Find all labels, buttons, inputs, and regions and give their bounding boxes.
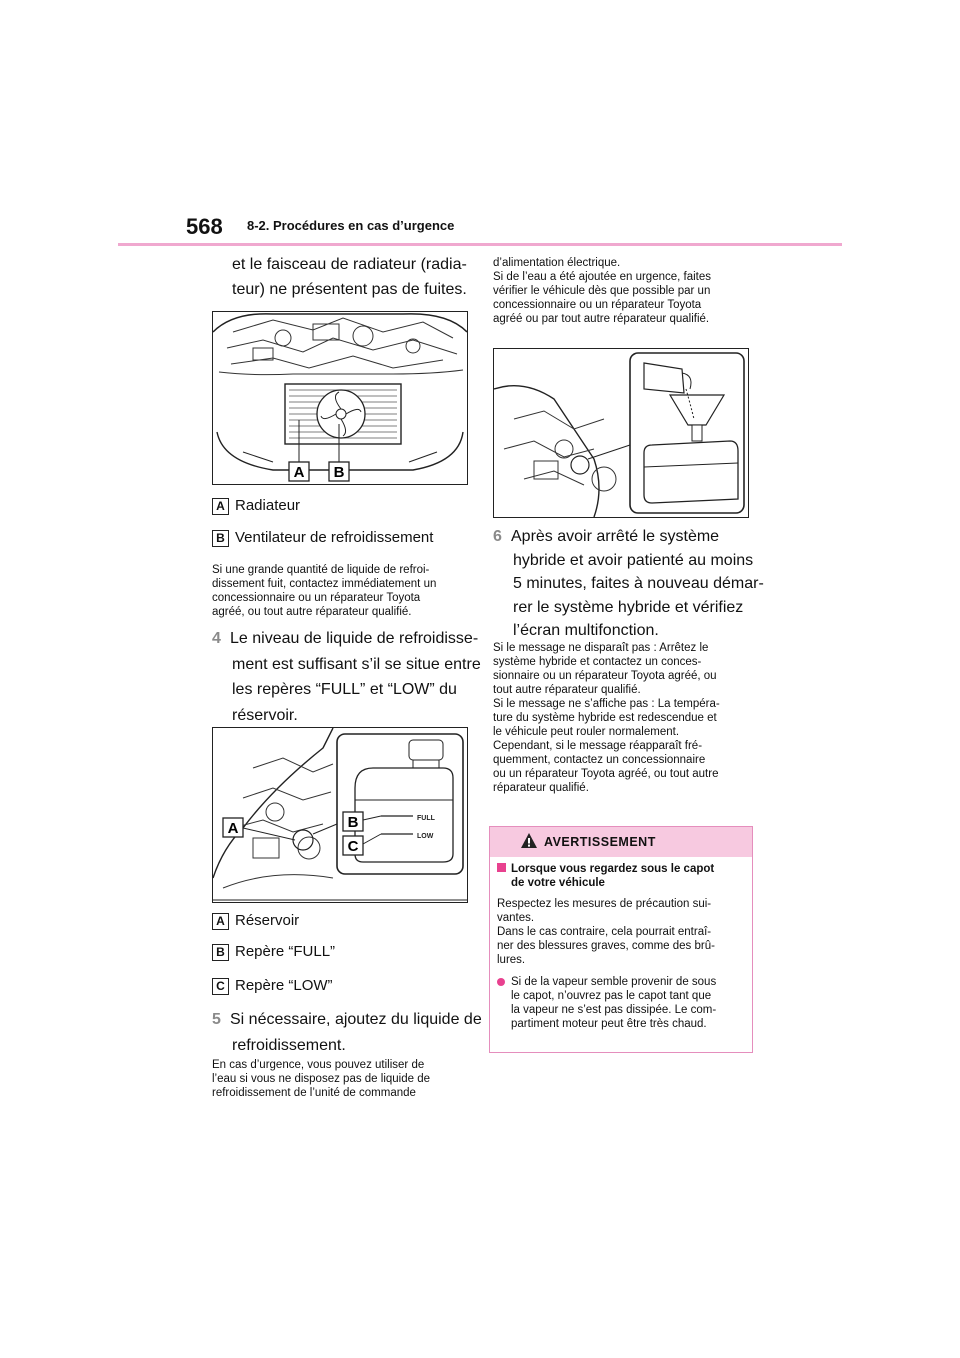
note-line: agréé, ou tout autre réparateur qualifié. (212, 606, 412, 618)
note-line: sionnaire ou un réparateur Toyota agréé, ou (493, 670, 717, 682)
intro-text (232, 254, 467, 300)
warning-body-line: Respectez les mesures de précaution sui- (497, 898, 712, 910)
legend-key: B (212, 530, 229, 547)
callout-b: B (333, 464, 345, 481)
step-line: réservoir. (232, 706, 298, 724)
callout-c: C (347, 838, 359, 855)
warning-bullet-line: la vapeur ne s’est pas dissipée. Le com- (511, 1004, 717, 1016)
legend-label: Repère “LOW” (235, 977, 333, 995)
note-line: quemment, contactez un concessionnaire (493, 754, 706, 766)
step-number: 5 (212, 1011, 221, 1028)
note-line: Si le message ne s’affiche pas : La tempéra- (493, 698, 720, 710)
warning-heading (497, 862, 714, 890)
warning-heading-line: de votre véhicule (511, 877, 605, 889)
note-line: Si le message ne disparaît pas : Arrêtez le (493, 642, 709, 654)
step-5 (212, 1009, 482, 1056)
mark-full: FULL (417, 815, 435, 822)
intro-line: et le faisceau de radiateur (radia- (232, 256, 467, 273)
legend-key: B (212, 944, 229, 961)
step-6 (493, 526, 764, 642)
warning-bullet-line: partiment moteur peut être très chaud. (511, 1018, 707, 1030)
note-line: dissement fuit, contactez immédiatement un (212, 578, 437, 590)
warning-header (490, 827, 752, 857)
warning-body-line: lures. (497, 954, 526, 966)
warning-box (489, 826, 753, 1053)
radiator-illustration (212, 311, 468, 485)
step-line: l’écran multifonction. (513, 622, 659, 639)
warning-body-line: Dans le cas contraire, cela pourrait entraî- (497, 926, 712, 938)
note-line: agréé ou par tout autre réparateur qualifié. (493, 313, 710, 325)
legend-item-low (212, 977, 333, 995)
legend-label: Radiateur (235, 497, 301, 515)
note-line: concessionnaire ou un réparateur Toyota (493, 299, 702, 311)
legend-label: Ventilateur de refroidissement (235, 529, 434, 547)
legend-item-fan (212, 529, 433, 547)
warning-triangle-icon (520, 832, 538, 850)
pink-square-icon (497, 863, 506, 872)
step-line: hybride et avoir patienté au moins (513, 551, 754, 569)
note-line: Cependant, si le message réapparaît fré- (493, 740, 703, 752)
note-line: ou un réparateur Toyota agréé, ou tout autre (493, 768, 719, 780)
mark-low: LOW (417, 833, 434, 840)
note-line: l’eau si vous ne disposez pas de liquide de (212, 1073, 431, 1085)
note-line: d’alimentation électrique. (493, 257, 621, 269)
warning-bullet-line: le capot, n’ouvrez pas le capot tant que (511, 990, 712, 1002)
callout-b: B (347, 814, 359, 831)
note-line: Si de l’eau a été ajoutée en urgence, faites (493, 271, 712, 283)
warning-title: AVERTISSEMENT (544, 835, 656, 849)
callout-a: A (227, 820, 239, 837)
legend-key: A (212, 498, 229, 515)
step-line: 5 minutes, faites à nouveau démar- (513, 575, 764, 592)
reservoir-illustration (212, 727, 468, 903)
step-4 (212, 628, 481, 726)
warning-body-line: vantes. (497, 912, 535, 924)
note-leak (212, 563, 472, 619)
bullet-dot-icon (497, 978, 505, 986)
warning-heading-line: Lorsque vous regardez sous le capot (511, 863, 715, 875)
legend-item-full (212, 943, 335, 961)
warning-body-line: ner des blessures graves, comme des brû- (497, 940, 715, 952)
note-emergency-water (212, 1058, 474, 1100)
note-line: le véhicule peut rouler normalement. (493, 726, 680, 738)
coolant-filling-illustration (493, 348, 749, 518)
intro-line: teur) ne présentent pas de fuites. (232, 281, 467, 298)
step-line: ment est suffisant s’il se situe entre (232, 655, 481, 673)
warning-bullet-line: Si de la vapeur semble provenir de sous (511, 976, 717, 988)
callout-a: A (293, 464, 305, 481)
legend-key: A (212, 913, 229, 930)
note-line: ture du système hybride est redescendue et (493, 712, 717, 724)
step-number: 4 (212, 630, 221, 647)
note-line: Si une grande quantité de liquide de refroi- (212, 564, 430, 576)
legend-item-radiator (212, 497, 300, 515)
note-line: réparateur qualifié. (493, 782, 589, 794)
step-line: Après avoir arrêté le système (511, 528, 720, 545)
note-line: tout autre réparateur qualifié. (493, 684, 641, 696)
note-line: concessionnaire ou un réparateur Toyota (212, 592, 421, 604)
warning-bullet (497, 975, 749, 1031)
legend-key: C (212, 978, 229, 995)
legend-label: Repère “FULL” (235, 943, 336, 961)
step-line: Si nécessaire, ajoutez du liquide de (230, 1011, 482, 1028)
note-line: vérifier le véhicule dès que possible par un (493, 285, 711, 297)
section-title: 8-2. Procédures en cas d’urgence (247, 218, 455, 233)
header-rule (118, 243, 842, 246)
step-number: 6 (493, 528, 502, 545)
step-line: refroidissement. (232, 1036, 346, 1054)
note-line: En cas d’urgence, vous pouvez utiliser de (212, 1059, 425, 1071)
step-line: Le niveau de liquide de refroidisse- (230, 630, 479, 647)
warning-body (497, 897, 749, 967)
note-water-check (493, 256, 755, 326)
legend-item-reservoir (212, 912, 299, 930)
page-number: 568 (186, 214, 223, 239)
note-message (493, 641, 755, 795)
note-line: refroidissement de l’unité de commande (212, 1087, 416, 1099)
step-line: les repères “FULL” et “LOW” du (232, 681, 457, 698)
note-line: système hybride et contactez un conces- (493, 656, 702, 668)
step-line: rer le système hybride et vérifiez (513, 598, 744, 616)
legend-label: Réservoir (235, 912, 300, 930)
